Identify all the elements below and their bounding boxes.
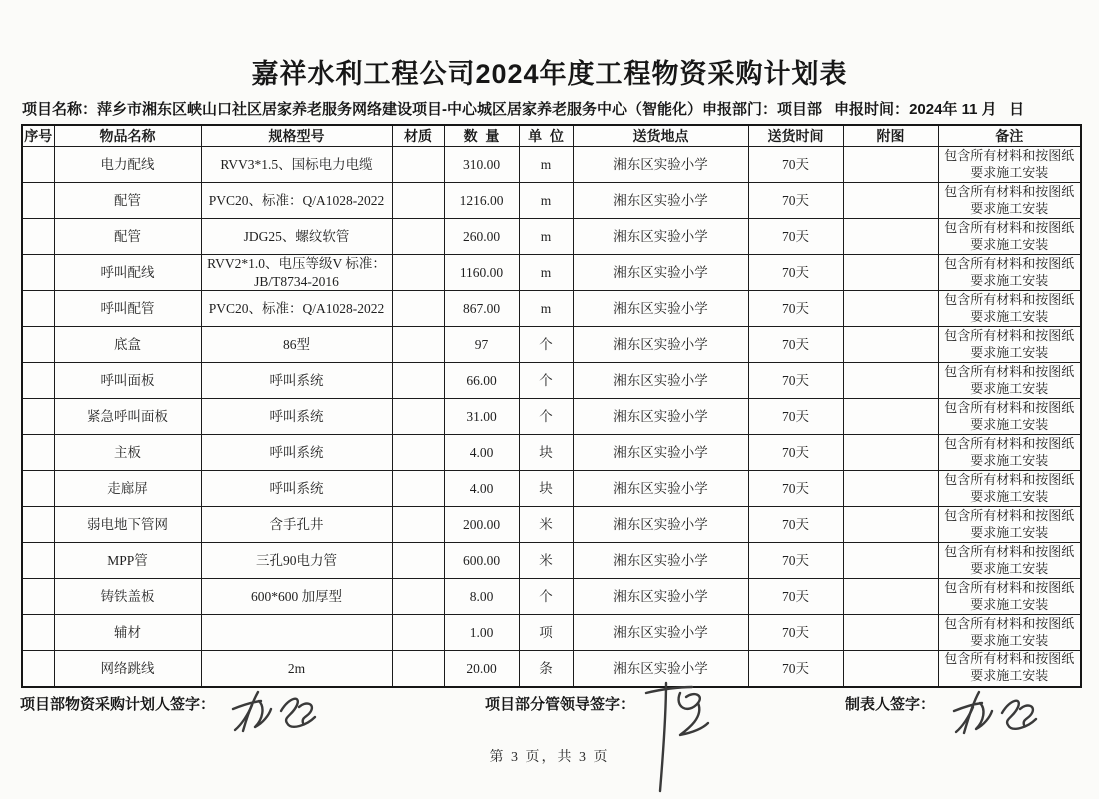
cell-location: 湘东区实验小学	[573, 579, 748, 615]
cell-attachment	[843, 579, 938, 615]
cell-qty: 66.00	[444, 363, 519, 399]
report-time-value: 2024年 11 月 日	[909, 101, 1025, 118]
cell-qty: 1160.00	[444, 255, 519, 291]
tabulator-signature-handwriting	[948, 687, 1058, 743]
cell-material	[392, 291, 444, 327]
cell-attachment	[843, 363, 938, 399]
cell-remark: 包含所有材料和按图纸要求施工安装	[938, 219, 1081, 255]
cell-attachment	[843, 399, 938, 435]
cell-material	[392, 183, 444, 219]
cell-name: 铸铁盖板	[54, 579, 201, 615]
cell-qty: 4.00	[444, 471, 519, 507]
column-header-seq: 序号	[22, 125, 54, 147]
column-header-qty: 数 量	[444, 125, 519, 147]
cell-attachment	[843, 435, 938, 471]
cell-material	[392, 543, 444, 579]
cell-seq	[22, 219, 54, 255]
procurement-plan-table	[21, 124, 1082, 688]
cell-unit: 个	[519, 579, 573, 615]
cell-material	[392, 471, 444, 507]
cell-seq	[22, 183, 54, 219]
cell-seq	[22, 507, 54, 543]
cell-spec: 呼叫系统	[201, 471, 392, 507]
cell-name: 电力配线	[54, 147, 201, 183]
project-name-value: 萍乡市湘东区峡山口社区居家养老服务网络建设项目-中心城区居家养老服务中心（智能化）	[97, 101, 703, 118]
cell-unit: m	[519, 255, 573, 291]
cell-location: 湘东区实验小学	[573, 507, 748, 543]
table-row	[22, 615, 1081, 651]
cell-material	[392, 651, 444, 687]
cell-material	[392, 327, 444, 363]
table-row	[22, 147, 1081, 183]
cell-time: 70天	[748, 147, 843, 183]
table-row	[22, 219, 1081, 255]
column-header-remark: 备注	[938, 125, 1081, 147]
cell-name: 呼叫配线	[54, 255, 201, 291]
cell-unit: 块	[519, 435, 573, 471]
cell-seq	[22, 543, 54, 579]
cell-remark: 包含所有材料和按图纸要求施工安装	[938, 399, 1081, 435]
cell-time: 70天	[748, 219, 843, 255]
column-header-attachment: 附图	[843, 125, 938, 147]
cell-name: 主板	[54, 435, 201, 471]
cell-seq	[22, 255, 54, 291]
cell-seq	[22, 579, 54, 615]
cell-unit: 条	[519, 651, 573, 687]
table-row	[22, 651, 1081, 687]
project-name-label: 项目名称：	[22, 101, 98, 118]
cell-seq	[22, 291, 54, 327]
cell-remark: 包含所有材料和按图纸要求施工安装	[938, 327, 1081, 363]
cell-material	[392, 579, 444, 615]
column-header-material: 材质	[392, 125, 444, 147]
report-dept-label: 申报部门：	[702, 101, 778, 118]
cell-name: 紧急呼叫面板	[54, 399, 201, 435]
cell-seq	[22, 651, 54, 687]
cell-material	[392, 615, 444, 651]
cell-name: MPP管	[54, 543, 201, 579]
cell-name: 配管	[54, 219, 201, 255]
cell-unit: 个	[519, 363, 573, 399]
cell-time: 70天	[748, 399, 843, 435]
cell-remark: 包含所有材料和按图纸要求施工安装	[938, 435, 1081, 471]
column-header-location: 送货地点	[573, 125, 748, 147]
cell-location: 湘东区实验小学	[573, 399, 748, 435]
column-header-time: 送货时间	[748, 125, 843, 147]
cell-attachment	[843, 327, 938, 363]
table-row	[22, 507, 1081, 543]
meta-line	[22, 98, 1082, 119]
cell-name: 网络跳线	[54, 651, 201, 687]
cell-location: 湘东区实验小学	[573, 147, 748, 183]
column-header-name: 物品名称	[54, 125, 201, 147]
cell-time: 70天	[748, 291, 843, 327]
page-number: 第 3 页，共 3 页	[489, 750, 610, 765]
table-row	[22, 543, 1081, 579]
cell-spec: 2m	[201, 651, 392, 687]
cell-time: 70天	[748, 543, 843, 579]
cell-attachment	[843, 615, 938, 651]
cell-seq	[22, 399, 54, 435]
planner-signature-label: 项目部物资采购计划人签字：	[20, 696, 216, 713]
cell-qty: 8.00	[444, 579, 519, 615]
cell-qty: 31.00	[444, 399, 519, 435]
planner-signature-handwriting	[225, 687, 335, 739]
cell-location: 湘东区实验小学	[573, 471, 748, 507]
tabulator-signature-block	[845, 693, 935, 714]
planner-signature-block	[20, 693, 215, 714]
cell-time: 70天	[748, 615, 843, 651]
cell-seq	[22, 435, 54, 471]
cell-qty: 600.00	[444, 543, 519, 579]
cell-qty: 97	[444, 327, 519, 363]
cell-seq	[22, 471, 54, 507]
cell-spec: 含手孔井	[201, 507, 392, 543]
table-row	[22, 183, 1081, 219]
cell-qty: 867.00	[444, 291, 519, 327]
cell-material	[392, 219, 444, 255]
cell-time: 70天	[748, 255, 843, 291]
cell-location: 湘东区实验小学	[573, 615, 748, 651]
cell-spec: 86型	[201, 327, 392, 363]
cell-spec: 呼叫系统	[201, 399, 392, 435]
leader-signature-handwriting	[628, 679, 723, 799]
cell-spec: 600*600 加厚型	[201, 579, 392, 615]
cell-remark: 包含所有材料和按图纸要求施工安装	[938, 543, 1081, 579]
cell-material	[392, 147, 444, 183]
cell-qty: 1216.00	[444, 183, 519, 219]
leader-signature-label: 项目部分管领导签字：	[485, 696, 636, 713]
cell-time: 70天	[748, 507, 843, 543]
cell-spec: RVV2*1.0、电压等级V 标准：JB/T8734-2016	[201, 255, 392, 291]
cell-location: 湘东区实验小学	[573, 435, 748, 471]
cell-unit: m	[519, 219, 573, 255]
cell-time: 70天	[748, 471, 843, 507]
leader-signature-block	[485, 693, 635, 714]
table-row	[22, 363, 1081, 399]
column-header-unit: 单 位	[519, 125, 573, 147]
cell-unit: 块	[519, 471, 573, 507]
cell-time: 70天	[748, 183, 843, 219]
cell-location: 湘东区实验小学	[573, 363, 748, 399]
cell-attachment	[843, 471, 938, 507]
cell-qty: 260.00	[444, 219, 519, 255]
cell-name: 呼叫面板	[54, 363, 201, 399]
cell-name: 走廊屏	[54, 471, 201, 507]
cell-seq	[22, 327, 54, 363]
cell-time: 70天	[748, 363, 843, 399]
table-row	[22, 471, 1081, 507]
table-header-row	[22, 125, 1081, 147]
column-header-spec: 规格型号	[201, 125, 392, 147]
cell-time: 70天	[748, 327, 843, 363]
cell-spec	[201, 615, 392, 651]
cell-location: 湘东区实验小学	[573, 255, 748, 291]
cell-remark: 包含所有材料和按图纸要求施工安装	[938, 291, 1081, 327]
cell-location: 湘东区实验小学	[573, 651, 748, 687]
cell-qty: 1.00	[444, 615, 519, 651]
cell-material	[392, 255, 444, 291]
cell-unit: 米	[519, 507, 573, 543]
cell-unit: 个	[519, 399, 573, 435]
cell-spec: JDG25、螺纹软管	[201, 219, 392, 255]
cell-remark: 包含所有材料和按图纸要求施工安装	[938, 147, 1081, 183]
cell-remark: 包含所有材料和按图纸要求施工安装	[938, 255, 1081, 291]
cell-remark: 包含所有材料和按图纸要求施工安装	[938, 471, 1081, 507]
cell-attachment	[843, 651, 938, 687]
cell-unit: 米	[519, 543, 573, 579]
cell-remark: 包含所有材料和按图纸要求施工安装	[938, 507, 1081, 543]
report-dept-value: 项目部	[777, 101, 823, 118]
cell-spec: 呼叫系统	[201, 435, 392, 471]
cell-remark: 包含所有材料和按图纸要求施工安装	[938, 579, 1081, 615]
cell-remark: 包含所有材料和按图纸要求施工安装	[938, 183, 1081, 219]
cell-qty: 4.00	[444, 435, 519, 471]
cell-unit: m	[519, 183, 573, 219]
cell-spec: PVC20、标准：Q/A1028-2022	[201, 183, 392, 219]
cell-attachment	[843, 543, 938, 579]
cell-time: 70天	[748, 579, 843, 615]
table-row	[22, 255, 1081, 291]
table-row	[22, 291, 1081, 327]
cell-remark: 包含所有材料和按图纸要求施工安装	[938, 363, 1081, 399]
table-row	[22, 399, 1081, 435]
cell-material	[392, 435, 444, 471]
cell-location: 湘东区实验小学	[573, 291, 748, 327]
cell-qty: 310.00	[444, 147, 519, 183]
cell-spec: RVV3*1.5、国标电力电缆	[201, 147, 392, 183]
cell-name: 呼叫配管	[54, 291, 201, 327]
cell-location: 湘东区实验小学	[573, 327, 748, 363]
cell-time: 70天	[748, 651, 843, 687]
cell-spec: 三孔90电力管	[201, 543, 392, 579]
cell-attachment	[843, 255, 938, 291]
cell-remark: 包含所有材料和按图纸要求施工安装	[938, 615, 1081, 651]
cell-attachment	[843, 507, 938, 543]
cell-attachment	[843, 183, 938, 219]
cell-seq	[22, 615, 54, 651]
cell-qty: 20.00	[444, 651, 519, 687]
cell-unit: m	[519, 291, 573, 327]
cell-time: 70天	[748, 435, 843, 471]
cell-location: 湘东区实验小学	[573, 543, 748, 579]
cell-attachment	[843, 219, 938, 255]
cell-name: 配管	[54, 183, 201, 219]
cell-unit: 项	[519, 615, 573, 651]
page-title: 嘉祥水利工程公司2024年度工程物资采购计划表	[251, 59, 848, 89]
cell-seq	[22, 363, 54, 399]
cell-unit: m	[519, 147, 573, 183]
cell-spec: PVC20、标准：Q/A1028-2022	[201, 291, 392, 327]
cell-seq	[22, 147, 54, 183]
cell-location: 湘东区实验小学	[573, 219, 748, 255]
table-row	[22, 579, 1081, 615]
cell-material	[392, 399, 444, 435]
cell-name: 辅材	[54, 615, 201, 651]
table-row	[22, 435, 1081, 471]
table-row	[22, 327, 1081, 363]
cell-name: 底盒	[54, 327, 201, 363]
cell-remark: 包含所有材料和按图纸要求施工安装	[938, 651, 1081, 687]
cell-qty: 200.00	[444, 507, 519, 543]
cell-unit: 个	[519, 327, 573, 363]
tabulator-signature-label: 制表人签字：	[845, 696, 936, 713]
cell-name: 弱电地下管网	[54, 507, 201, 543]
cell-attachment	[843, 147, 938, 183]
report-time-label: 申报时间：	[834, 101, 910, 118]
cell-material	[392, 507, 444, 543]
cell-material	[392, 363, 444, 399]
cell-location: 湘东区实验小学	[573, 183, 748, 219]
cell-spec: 呼叫系统	[201, 363, 392, 399]
cell-attachment	[843, 291, 938, 327]
